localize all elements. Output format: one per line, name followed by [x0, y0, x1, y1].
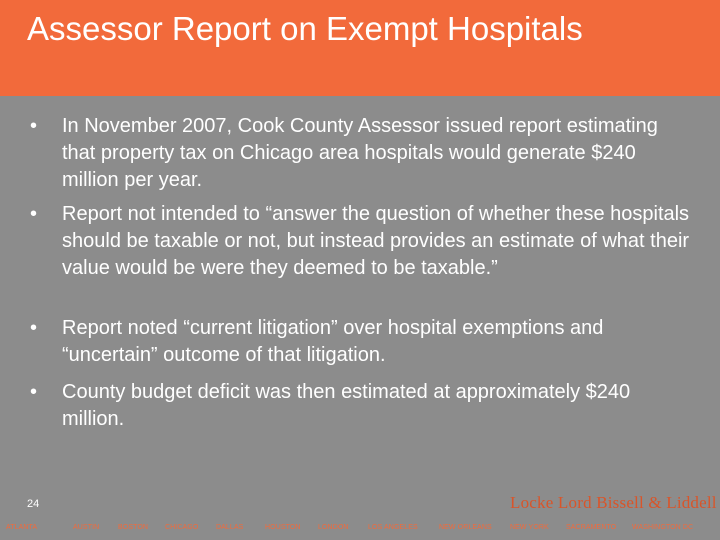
- footer-city: AUSTIN: [73, 524, 100, 531]
- bullet-marker: •: [30, 115, 38, 137]
- footer-city: LONDON: [318, 524, 349, 531]
- footer-city: NEW ORLEANS: [439, 524, 492, 531]
- footer-city: WASHINGTON DC: [632, 524, 694, 531]
- footer-city: LOS ANGELES: [368, 524, 418, 531]
- footer-city: CHICAGO: [165, 524, 199, 531]
- title-bar: [0, 0, 720, 96]
- bullet-text: Report noted “current litigation” over hospital exemptions and “uncertain” outcome of that litigation.: [62, 317, 604, 366]
- footer-city: HOUSTON: [265, 524, 301, 531]
- footer-city: ATLANTA: [6, 524, 38, 531]
- bullet-text: In November 2007, Cook County Assessor issued report estimating that property tax on Chicago area hospitals would generate $240 million per year.: [62, 115, 658, 191]
- bullet-marker: •: [30, 203, 38, 225]
- page-number: 24: [27, 498, 40, 510]
- bullet-marker: •: [30, 381, 38, 403]
- firm-logo: Locke Lord Bissell & Liddell: [510, 493, 717, 512]
- footer-city-list: [0, 523, 720, 535]
- footer-city: SACRAMENTO: [566, 524, 617, 531]
- bullet-marker: •: [30, 317, 38, 339]
- footer-city: BOSTON: [118, 524, 149, 531]
- bullet-text: County budget deficit was then estimated at approximately $240 million.: [62, 381, 631, 430]
- footer-city: NEW YORK: [510, 524, 549, 531]
- bullet-text: Report not intended to “answer the question of whether these hospitals should be taxable or not, but instead provides an estimate of what their value would be were they deemed to be taxable.”: [62, 203, 690, 279]
- footer-city: DALLAS: [216, 524, 244, 531]
- slide-title: Assessor Report on Exempt Hospitals: [27, 10, 583, 47]
